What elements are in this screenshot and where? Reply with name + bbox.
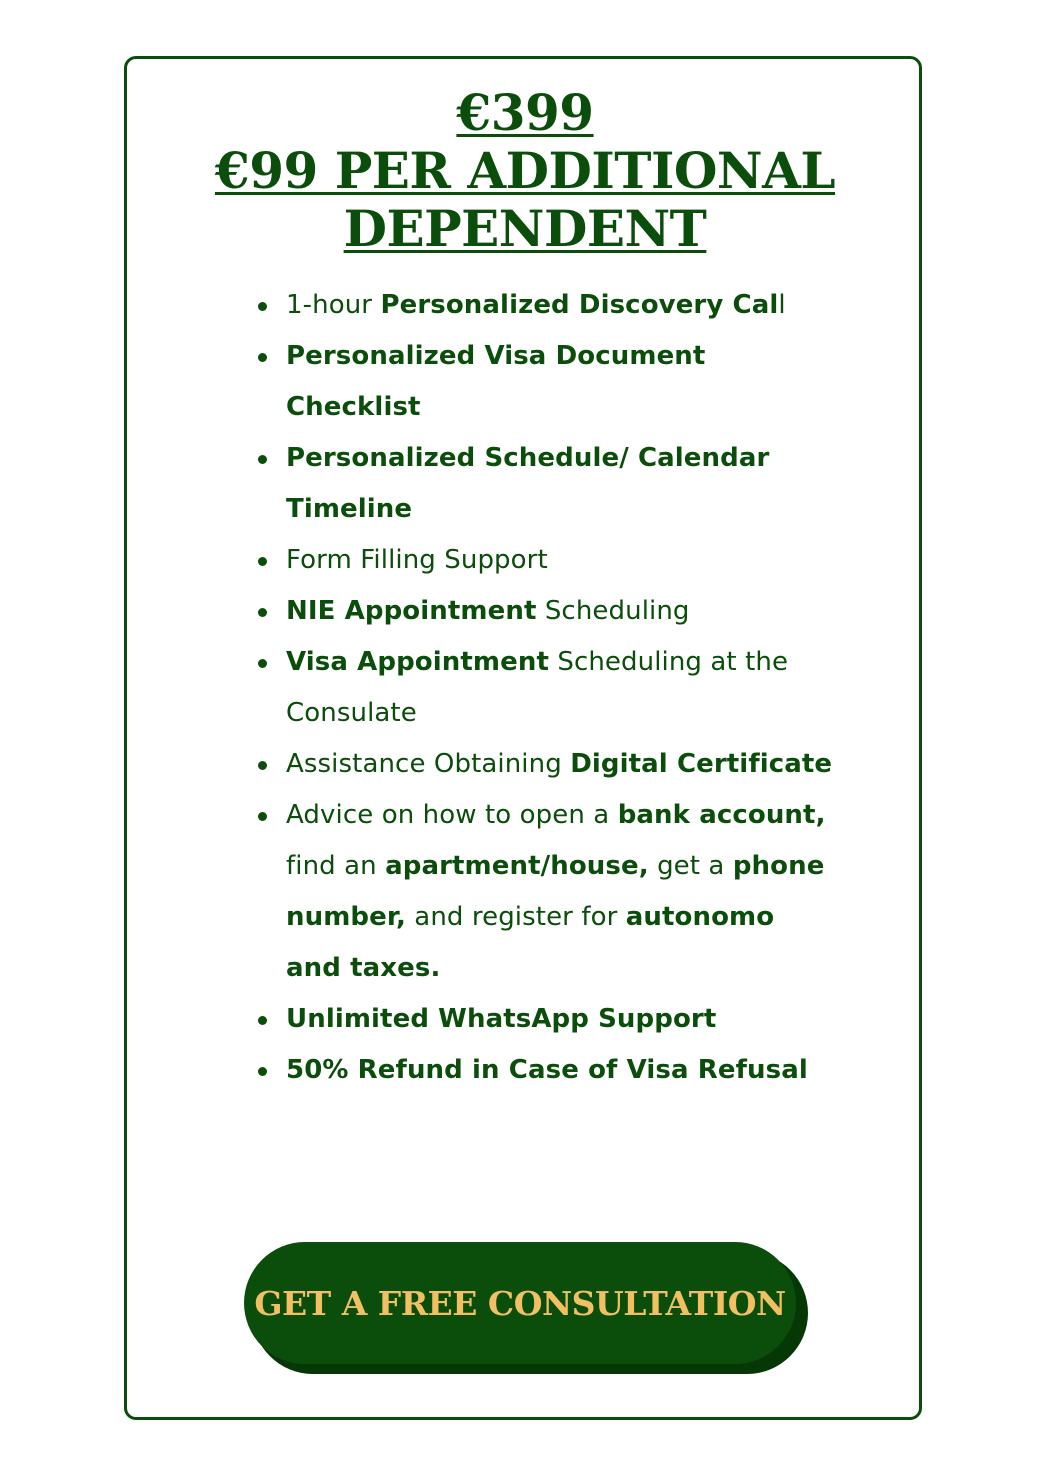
feature-text: find an	[286, 851, 386, 881]
feature-item	[258, 790, 838, 994]
feature-text-bold: bank account,	[617, 800, 826, 830]
base-price: €399	[456, 83, 594, 142]
feature-text-bold: Digital Certificate	[570, 749, 833, 779]
feature-text: Form Filling Support	[286, 545, 548, 575]
additional-dependent-price: €99 PER ADDITIONAL	[214, 141, 836, 200]
feature-text-bold: 50% Refund in Case of Visa Refusal	[286, 1055, 808, 1085]
feature-text: 1-hour	[286, 290, 381, 320]
feature-text-bold: Unlimited WhatsApp Support	[286, 1004, 717, 1034]
feature-item	[258, 994, 838, 1045]
feature-text-bold: Visa Appointment	[286, 647, 549, 677]
feature-item	[258, 637, 838, 739]
feature-text: l	[778, 290, 786, 320]
feature-text-bold: Personalized Visa Document Checklist	[286, 341, 706, 422]
pricing-headline	[0, 84, 1050, 258]
feature-list	[258, 280, 838, 1096]
feature-item	[258, 280, 838, 331]
free-consultation-button[interactable]: GET A FREE CONSULTATION	[244, 1242, 796, 1364]
feature-item	[258, 739, 838, 790]
feature-text: Scheduling at the Consulate	[286, 647, 789, 728]
feature-text-bold: autonomo and taxes.	[286, 902, 775, 983]
feature-item	[258, 433, 838, 535]
feature-item	[258, 331, 838, 433]
feature-item	[258, 586, 838, 637]
feature-text-bold: apartment/house,	[385, 851, 649, 881]
feature-text: get a	[648, 851, 733, 881]
additional-dependent-price-suffix: DEPENDENT	[343, 199, 707, 258]
feature-item	[258, 1045, 838, 1096]
feature-text: Advice on how to open a	[286, 800, 618, 830]
feature-item	[258, 535, 838, 586]
feature-text-bold: Personalized Discovery Cal	[380, 290, 779, 320]
feature-text-bold: NIE Appointment	[286, 596, 537, 626]
feature-text: and register for	[405, 902, 626, 932]
feature-text-bold: Personalized Schedule/ Calendar Timeline	[286, 443, 770, 524]
feature-text-bold: phone number,	[286, 851, 825, 932]
feature-text: Scheduling	[536, 596, 690, 626]
feature-text: Assistance Obtaining	[286, 749, 571, 779]
